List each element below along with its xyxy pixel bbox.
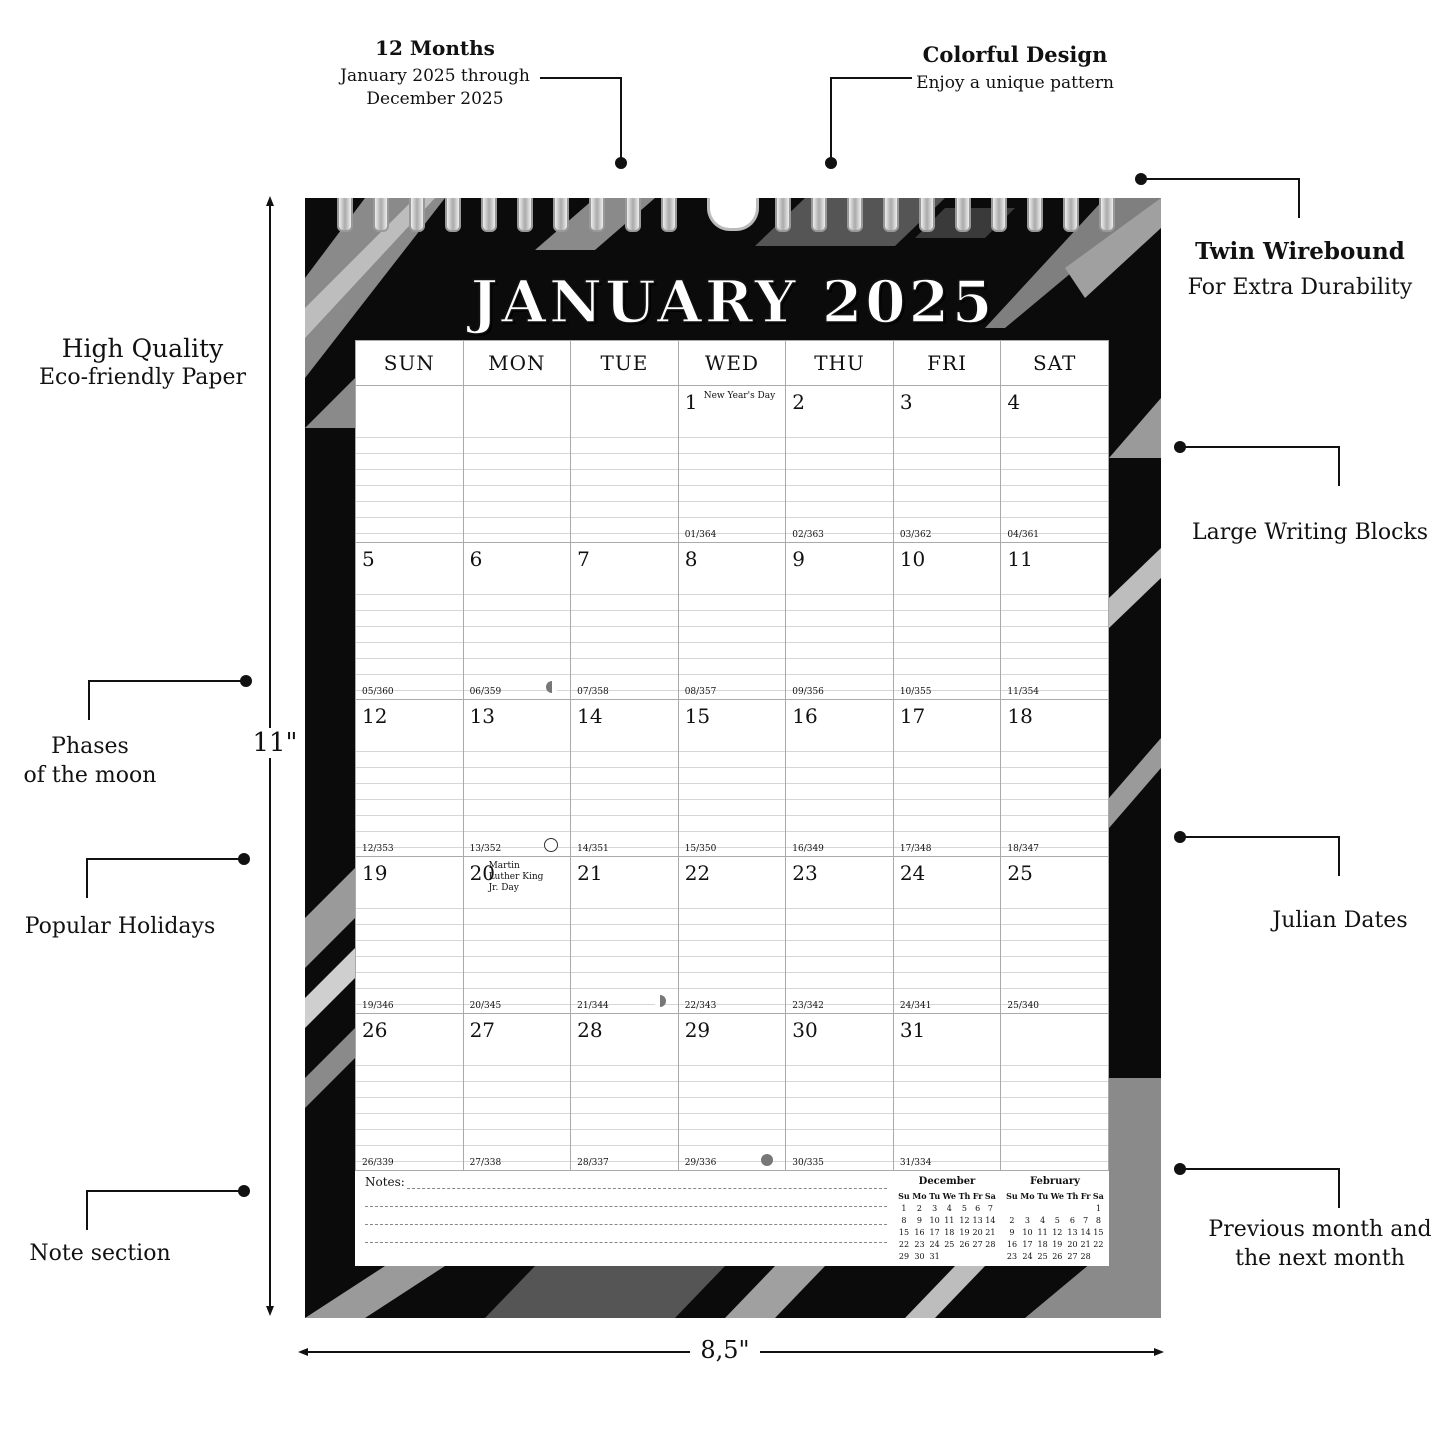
leader-line xyxy=(88,680,246,682)
callout-writing-blocks xyxy=(1180,520,1440,545)
julian-date: 25/340 xyxy=(1007,1001,1040,1011)
note-line xyxy=(365,1242,887,1243)
mini-day xyxy=(984,1250,997,1262)
julian-date: 02/363 xyxy=(792,530,824,540)
callout-notes xyxy=(15,1241,185,1266)
julian-date: 06/359 xyxy=(469,687,502,697)
day-cell[interactable] xyxy=(893,700,1001,857)
leader-line xyxy=(830,77,832,162)
day-cell[interactable] xyxy=(786,857,894,1014)
callout-line: of the moon xyxy=(23,763,157,788)
empty-day-cell[interactable] xyxy=(356,386,464,543)
julian-date: 03/362 xyxy=(899,530,932,540)
height-label: 11" xyxy=(245,728,305,758)
mini-day: 21 xyxy=(985,1227,996,1237)
leader-line xyxy=(1338,1168,1340,1208)
julian-date: 22/343 xyxy=(684,1001,717,1011)
mini-day: 3 xyxy=(1024,1215,1030,1225)
binding-ring xyxy=(517,198,533,232)
callout-title: Colorful Design xyxy=(922,42,1108,67)
next-month-mini-calendar xyxy=(1005,1176,1105,1262)
mini-day: 2 xyxy=(916,1203,922,1213)
day-number: 24 xyxy=(899,861,926,885)
day-number: 15 xyxy=(684,704,711,728)
mini-weekday: Sa xyxy=(984,1191,996,1201)
julian-date: 30/335 xyxy=(792,1158,824,1168)
mini-weekday: We xyxy=(942,1191,957,1201)
mini-week-row xyxy=(897,1250,997,1262)
day-number: 17 xyxy=(899,704,926,728)
weekday-header: SUN xyxy=(356,341,464,386)
mini-weekday: Mo xyxy=(912,1191,927,1201)
day-number: 3 xyxy=(899,390,913,414)
day-number: 4 xyxy=(1007,390,1021,414)
julian-date: 01/364 xyxy=(684,530,717,540)
julian-date: 19/346 xyxy=(362,1001,394,1011)
mini-day: 6 xyxy=(975,1203,981,1213)
mini-day: 14 xyxy=(985,1215,996,1225)
mini-day xyxy=(1005,1202,1019,1214)
mini-weekday: Th xyxy=(1066,1191,1079,1201)
mini-day xyxy=(1036,1202,1049,1214)
binding-ring xyxy=(1099,198,1115,232)
mini-day: 2 xyxy=(1009,1215,1015,1225)
moon-last-quarter-icon xyxy=(654,995,666,1007)
binding-ring xyxy=(919,198,935,232)
day-number: 7 xyxy=(577,547,590,571)
day-cell[interactable] xyxy=(356,1014,464,1171)
day-cell[interactable] xyxy=(893,1014,1001,1171)
callout-line: January 2025 through xyxy=(340,66,530,86)
julian-date: 20/345 xyxy=(469,1001,502,1011)
callout-prev-next xyxy=(1195,1217,1445,1271)
mini-week-row xyxy=(1005,1238,1105,1250)
holiday-label: New Year's Day xyxy=(703,391,776,401)
binding-ring xyxy=(625,198,641,232)
empty-day-cell[interactable] xyxy=(1001,1014,1109,1171)
leader-dot xyxy=(825,157,837,169)
callout-12-months xyxy=(330,36,540,109)
julian-date: 10/355 xyxy=(899,687,932,697)
leader-line xyxy=(1180,836,1340,838)
day-cell[interactable] xyxy=(571,700,679,857)
mini-day: 1 xyxy=(901,1203,907,1213)
day-number: 14 xyxy=(577,704,603,728)
mini-day: 19 xyxy=(1052,1239,1063,1249)
mini-day: 10 xyxy=(1022,1227,1033,1237)
mini-month-name: December xyxy=(918,1176,976,1187)
mini-day: 24 xyxy=(929,1239,940,1249)
note-line xyxy=(407,1188,887,1189)
leader-line xyxy=(86,858,244,860)
day-cell[interactable] xyxy=(893,386,1001,543)
binding-ring xyxy=(1063,198,1079,232)
leader-dot xyxy=(615,157,627,169)
binding-ring xyxy=(409,198,425,232)
leader-line xyxy=(1338,836,1340,876)
leader-line xyxy=(1180,1168,1340,1170)
wall-calendar xyxy=(305,198,1161,1318)
day-cell[interactable] xyxy=(893,857,1001,1014)
notes-label: Notes: xyxy=(365,1175,405,1189)
mini-day: 15 xyxy=(1093,1227,1104,1237)
mini-day: 12 xyxy=(1052,1227,1063,1237)
callout-colorful-design xyxy=(905,42,1125,93)
empty-day-cell[interactable] xyxy=(463,386,571,543)
mini-day: 25 xyxy=(1037,1251,1048,1261)
day-cell[interactable] xyxy=(786,700,894,857)
mini-day: 8 xyxy=(1095,1215,1101,1225)
mini-day: 30 xyxy=(914,1251,925,1261)
leader-line xyxy=(1338,446,1340,486)
day-number: 11 xyxy=(1007,547,1033,571)
day-cell[interactable] xyxy=(678,1014,786,1171)
mini-day: 22 xyxy=(898,1239,910,1249)
weekday-header: SAT xyxy=(1001,341,1109,386)
mini-day: 28 xyxy=(985,1239,996,1249)
previous-month-mini-calendar xyxy=(897,1176,997,1262)
mini-day: 5 xyxy=(961,1203,967,1213)
callout-line: Phases xyxy=(51,734,129,759)
day-cell[interactable] xyxy=(463,857,571,1014)
week-row xyxy=(356,1014,1109,1171)
mini-day: 8 xyxy=(901,1215,907,1225)
callout-line: Eco-friendly Paper xyxy=(38,365,247,390)
mini-day: 11 xyxy=(1037,1227,1048,1237)
julian-date: 04/361 xyxy=(1007,530,1040,540)
mini-day: 27 xyxy=(1067,1251,1078,1261)
day-cell[interactable] xyxy=(678,543,786,700)
julian-date: 15/350 xyxy=(684,844,717,854)
mini-day: 17 xyxy=(1022,1239,1033,1249)
week-row xyxy=(356,857,1109,1014)
day-cell[interactable] xyxy=(786,543,894,700)
mini-day: 26 xyxy=(1052,1251,1063,1261)
callout-julian xyxy=(1245,908,1435,933)
week-row xyxy=(356,700,1109,857)
mini-day: 31 xyxy=(929,1251,940,1261)
weekday-header: WED xyxy=(678,341,786,386)
day-cell[interactable] xyxy=(1001,700,1109,857)
mini-weekday: We xyxy=(1050,1191,1065,1201)
mini-weekday: Sa xyxy=(1092,1191,1104,1201)
day-cell[interactable] xyxy=(1001,386,1109,543)
mini-day xyxy=(941,1250,957,1262)
mini-weekday: Fr xyxy=(972,1191,983,1201)
weekday-header: MON xyxy=(463,341,571,386)
mini-day: 14 xyxy=(1080,1227,1091,1237)
day-number: 22 xyxy=(684,861,711,885)
mini-week-row xyxy=(897,1202,997,1214)
weekday-header-row xyxy=(356,341,1109,386)
binding-ring xyxy=(337,198,353,232)
mini-day xyxy=(972,1250,984,1262)
julian-date: 18/347 xyxy=(1007,844,1040,854)
mini-week-row xyxy=(1005,1226,1105,1238)
callout-line: December 2025 xyxy=(366,89,504,109)
callout-line: For Extra Durability xyxy=(1187,275,1413,300)
mini-weekday: Su xyxy=(1006,1191,1018,1201)
day-number: 26 xyxy=(362,1018,388,1042)
leader-line xyxy=(1298,178,1300,218)
callout-paper xyxy=(20,334,265,390)
day-number: 16 xyxy=(792,704,818,728)
mini-weekday: Tu xyxy=(1037,1191,1049,1201)
day-cell[interactable] xyxy=(463,1014,571,1171)
mini-day: 10 xyxy=(929,1215,940,1225)
leader-line xyxy=(1140,178,1300,180)
callout-line: the next month xyxy=(1235,1246,1405,1271)
mini-day: 17 xyxy=(929,1227,940,1237)
callout-title: Julian Dates xyxy=(1272,908,1408,933)
day-number: 8 xyxy=(684,547,698,571)
julian-date: 27/338 xyxy=(469,1158,502,1168)
callout-line: Enjoy a unique pattern xyxy=(916,73,1114,93)
day-cell[interactable] xyxy=(678,857,786,1014)
julian-date: 08/357 xyxy=(684,687,717,697)
calendar-sheet xyxy=(355,340,1109,1266)
mini-day: 19 xyxy=(959,1227,970,1237)
mini-week-row xyxy=(1005,1202,1105,1214)
month-grid xyxy=(355,340,1109,1171)
julian-date: 21/344 xyxy=(577,1001,609,1011)
mini-grid xyxy=(897,1190,997,1262)
binding-ring xyxy=(481,198,497,232)
mini-month-name: February xyxy=(1029,1176,1080,1187)
mini-day: 28 xyxy=(1080,1251,1091,1261)
day-cell[interactable] xyxy=(571,543,679,700)
mini-day: 9 xyxy=(916,1215,922,1225)
day-cell[interactable] xyxy=(356,700,464,857)
day-number: 12 xyxy=(362,704,388,728)
mini-day: 15 xyxy=(898,1227,910,1237)
julian-date: 07/358 xyxy=(577,687,609,697)
julian-date: 28/337 xyxy=(577,1158,609,1168)
julian-date: 09/356 xyxy=(792,687,824,697)
mini-week-row xyxy=(1005,1214,1105,1226)
binding-ring xyxy=(883,198,899,232)
mini-day: 25 xyxy=(944,1239,955,1249)
julian-date: 26/339 xyxy=(362,1158,394,1168)
mini-weekday-row xyxy=(1005,1190,1105,1202)
note-line xyxy=(365,1206,887,1207)
weekday-header: FRI xyxy=(893,341,1001,386)
leader-line xyxy=(620,77,622,162)
binding-ring xyxy=(955,198,971,232)
day-cell[interactable] xyxy=(571,1014,679,1171)
callout-line: Previous month and xyxy=(1208,1217,1432,1242)
day-cell[interactable] xyxy=(571,857,679,1014)
week-row xyxy=(356,386,1109,543)
binding-ring xyxy=(661,198,677,232)
mini-day: 7 xyxy=(987,1203,993,1213)
day-cell[interactable] xyxy=(356,857,464,1014)
callout-title: Note section xyxy=(29,1241,171,1266)
note-line xyxy=(365,1224,887,1225)
leader-line xyxy=(540,77,622,79)
day-number: 9 xyxy=(792,547,805,571)
leader-line xyxy=(86,1190,244,1192)
holiday-label: Martin Luther King Jr. Day xyxy=(488,861,544,893)
callout-title: High Quality xyxy=(61,334,224,363)
day-number: 29 xyxy=(684,1018,711,1042)
week-row xyxy=(356,543,1109,700)
binding-ring xyxy=(847,198,863,232)
day-number: 27 xyxy=(469,1018,496,1042)
day-cell[interactable] xyxy=(678,700,786,857)
day-cell[interactable] xyxy=(1001,543,1109,700)
julian-date: 17/348 xyxy=(899,844,932,854)
mini-day: 21 xyxy=(1080,1239,1091,1249)
mini-day: 20 xyxy=(972,1227,983,1237)
callout-holidays xyxy=(10,914,230,939)
mini-day: 3 xyxy=(932,1203,938,1213)
weekday-header: TUE xyxy=(571,341,679,386)
mini-weekday-row xyxy=(897,1190,997,1202)
callout-title: Popular Holidays xyxy=(24,914,216,939)
day-number: 20 xyxy=(469,861,496,885)
mini-day xyxy=(1080,1202,1092,1214)
mini-day: 16 xyxy=(1006,1239,1018,1249)
mini-day: 11 xyxy=(944,1215,955,1225)
mini-day: 16 xyxy=(914,1227,925,1237)
day-number: 28 xyxy=(577,1018,603,1042)
julian-date: 14/351 xyxy=(577,844,609,854)
callout-title: 12 Months xyxy=(375,36,495,60)
day-cell[interactable] xyxy=(463,700,571,857)
day-number: 19 xyxy=(362,861,388,885)
day-cell[interactable] xyxy=(1001,857,1109,1014)
binding-ring xyxy=(811,198,827,232)
mini-weekday: Su xyxy=(898,1191,910,1201)
mini-day xyxy=(1065,1202,1079,1214)
callout-title: Twin Wirebound xyxy=(1195,238,1405,265)
mini-day: 18 xyxy=(1037,1239,1048,1249)
julian-date: 05/360 xyxy=(362,687,394,697)
day-cell[interactable] xyxy=(678,386,786,543)
moon-first-quarter-icon xyxy=(546,681,558,693)
binding-ring xyxy=(373,198,389,232)
mini-day: 18 xyxy=(944,1227,955,1237)
leader-line xyxy=(86,858,88,898)
mini-day: 29 xyxy=(898,1251,910,1261)
weekday-header: THU xyxy=(786,341,894,386)
day-cell[interactable] xyxy=(356,543,464,700)
mini-week-row xyxy=(1005,1250,1105,1262)
mini-day: 4 xyxy=(946,1203,952,1213)
julian-date: 16/349 xyxy=(792,844,824,854)
day-number: 5 xyxy=(362,547,375,571)
callout-title: Large Writing Blocks xyxy=(1191,520,1429,545)
mini-weekday: Mo xyxy=(1020,1191,1035,1201)
mini-grid xyxy=(1005,1190,1105,1262)
day-number: 25 xyxy=(1007,861,1033,885)
julian-date: 13/352 xyxy=(469,844,502,854)
mini-week-row xyxy=(897,1226,997,1238)
mini-day: 9 xyxy=(1009,1227,1015,1237)
callout-moon xyxy=(10,734,170,788)
width-label: 8,5" xyxy=(690,1336,760,1364)
mini-day: 4 xyxy=(1040,1215,1046,1225)
mini-weekday: Tu xyxy=(929,1191,941,1201)
leader-line xyxy=(86,1190,88,1230)
julian-date: 24/341 xyxy=(899,1001,932,1011)
binding-ring xyxy=(589,198,605,232)
day-number: 31 xyxy=(899,1018,926,1042)
day-number: 30 xyxy=(792,1018,818,1042)
julian-date: 29/336 xyxy=(684,1158,717,1168)
mini-day: 23 xyxy=(914,1239,925,1249)
binding-ring xyxy=(1027,198,1043,232)
mini-day: 20 xyxy=(1067,1239,1078,1249)
day-cell[interactable] xyxy=(786,386,894,543)
day-cell[interactable] xyxy=(893,543,1001,700)
notes-section[interactable] xyxy=(355,1171,895,1266)
day-number: 10 xyxy=(899,547,926,571)
leader-line xyxy=(830,77,912,79)
day-number: 21 xyxy=(577,861,603,885)
mini-day xyxy=(1049,1202,1065,1214)
mini-day: 5 xyxy=(1054,1215,1060,1225)
calendar-month-title: JANUARY 2025 xyxy=(470,268,996,336)
day-cell[interactable] xyxy=(463,543,571,700)
mini-day: 13 xyxy=(972,1215,983,1225)
moon-full-icon xyxy=(544,838,558,852)
mini-day xyxy=(957,1250,971,1262)
julian-date: 11/354 xyxy=(1007,687,1040,697)
day-number: 1 xyxy=(684,390,698,414)
empty-day-cell[interactable] xyxy=(571,386,679,543)
julian-date: 12/353 xyxy=(362,844,394,854)
mini-day: 12 xyxy=(959,1215,970,1225)
mini-day: 27 xyxy=(972,1239,983,1249)
day-number: 6 xyxy=(469,547,483,571)
mini-day xyxy=(1019,1202,1036,1214)
mini-weekday: Fr xyxy=(1080,1191,1091,1201)
mini-weekday: Th xyxy=(958,1191,971,1201)
mini-day: 7 xyxy=(1083,1215,1089,1225)
binding-ring xyxy=(775,198,791,232)
binding-ring xyxy=(553,198,569,232)
binding-ring xyxy=(991,198,1007,232)
binding-ring xyxy=(445,198,461,232)
leader-line xyxy=(88,680,90,720)
mini-day: 13 xyxy=(1067,1227,1078,1237)
mini-day: 1 xyxy=(1095,1203,1101,1213)
day-number: 13 xyxy=(469,704,496,728)
julian-date: 23/342 xyxy=(792,1001,824,1011)
day-number: 23 xyxy=(792,861,818,885)
day-cell[interactable] xyxy=(786,1014,894,1171)
mini-day xyxy=(1092,1250,1105,1262)
mini-day: 26 xyxy=(959,1239,970,1249)
mini-week-row xyxy=(897,1214,997,1226)
mini-week-row xyxy=(897,1238,997,1250)
mini-day: 23 xyxy=(1006,1251,1018,1261)
moon-new-icon xyxy=(761,1154,773,1166)
day-number: 18 xyxy=(1007,704,1033,728)
mini-day: 24 xyxy=(1022,1251,1033,1261)
mini-day: 6 xyxy=(1069,1215,1075,1225)
callout-twin-wirebound xyxy=(1170,238,1430,300)
day-number: 2 xyxy=(792,390,805,414)
mini-day: 22 xyxy=(1093,1239,1104,1249)
julian-date: 31/334 xyxy=(899,1158,932,1168)
leader-line xyxy=(1180,446,1340,448)
